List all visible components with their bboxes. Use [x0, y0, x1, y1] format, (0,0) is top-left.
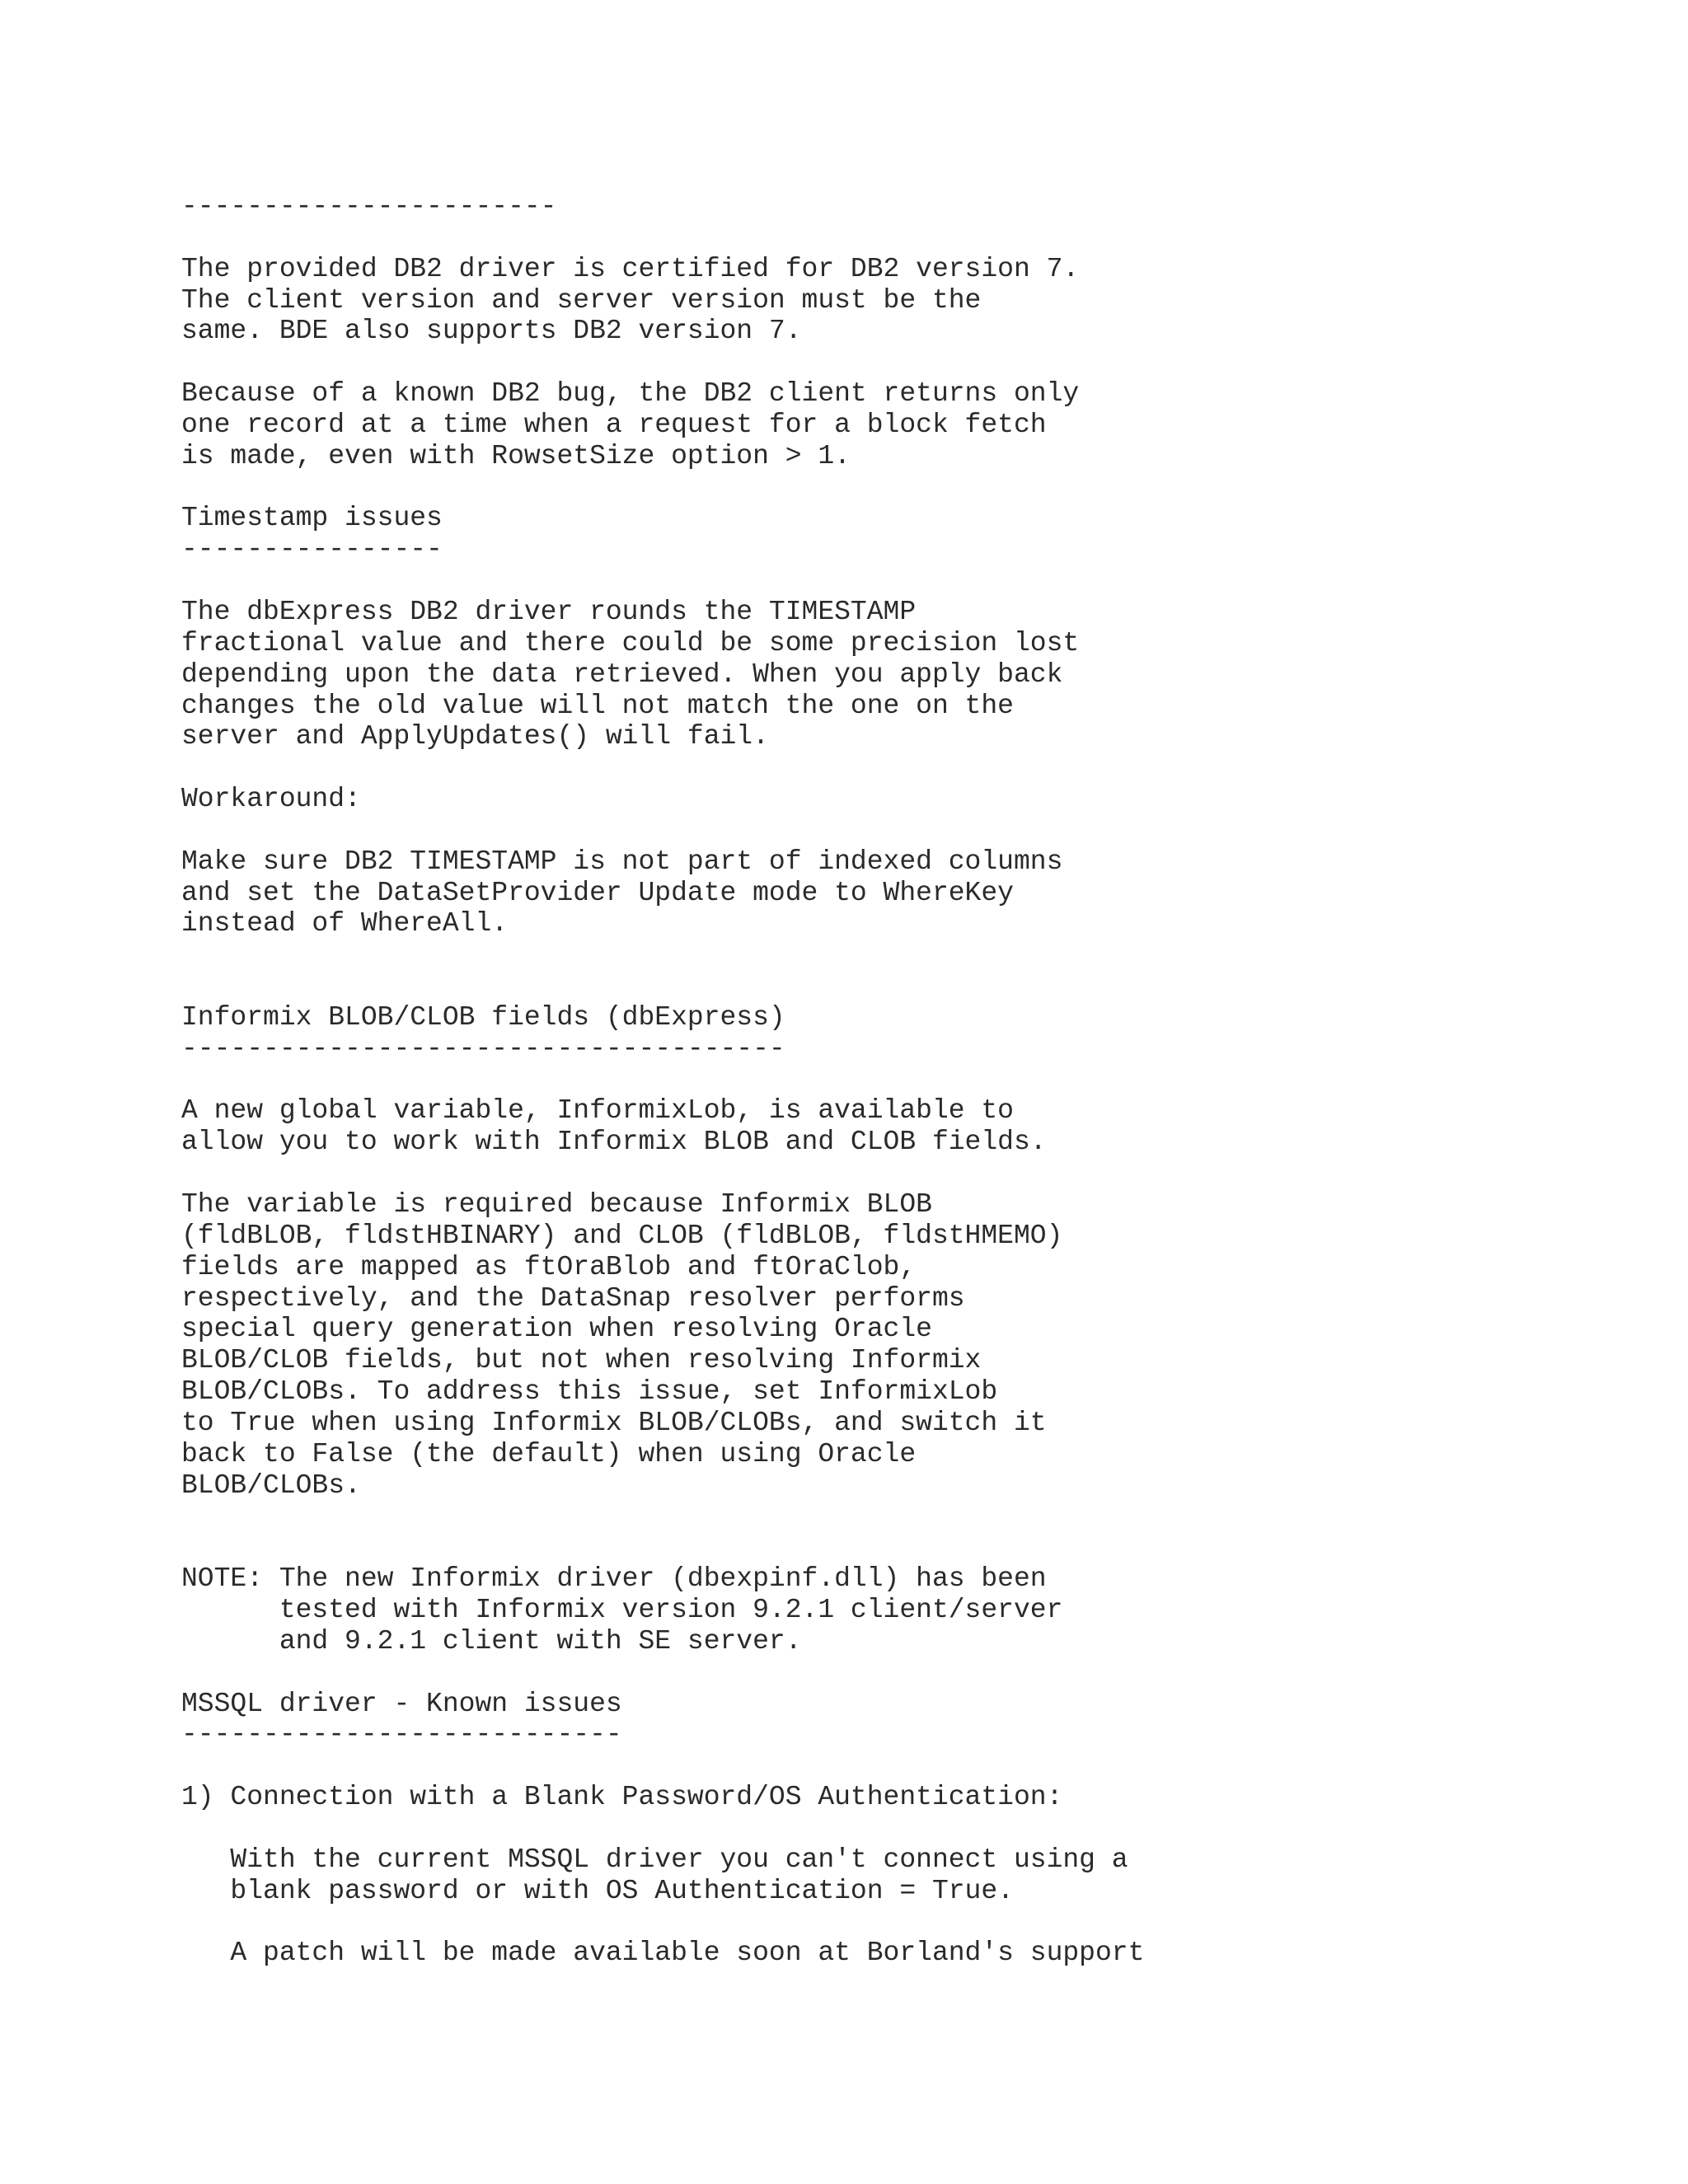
document-line: same. BDE also supports DB2 version 7.	[181, 316, 802, 347]
document-line: The dbExpress DB2 driver rounds the TIMESTAMP	[181, 596, 917, 627]
document-line: BLOB/CLOBs. To address this issue, set InformixLob	[181, 1376, 998, 1408]
document-line: Informix BLOB/CLOB fields (dbExpress)	[181, 1001, 785, 1033]
document-line: is made, even with RowsetSize option > 1.	[181, 440, 851, 471]
document-line	[181, 347, 1648, 378]
document-line: and set the DataSetProvider Update mode to WhereKey	[181, 877, 1014, 908]
document-line	[181, 1657, 1648, 1689]
document-line: Because of a known DB2 bug, the DB2 client returns only	[181, 378, 1080, 410]
document-line	[181, 971, 1648, 1002]
document-line	[181, 1906, 1648, 1938]
document-text	[181, 191, 1648, 1969]
document-line	[181, 565, 1648, 597]
document-line: special query generation when resolving Oracle	[181, 1314, 932, 1345]
document-line: A new global variable, InformixLob, is available to	[181, 1095, 1014, 1127]
document-line: BLOB/CLOBs.	[181, 1469, 361, 1501]
document-line: Workaround:	[181, 784, 361, 815]
document-line: to True when using Informix BLOB/CLOBs, and switch it	[181, 1407, 1047, 1438]
document-line	[181, 1750, 1648, 1782]
document-line: back to False (the default) when using Oracle	[181, 1438, 917, 1469]
document-line: Timestamp issues	[181, 503, 443, 534]
document-line	[181, 223, 1648, 254]
document-line: and 9.2.1 client with SE server.	[181, 1625, 802, 1657]
document-line: server and ApplyUpdates() will fail.	[181, 721, 769, 752]
document-line: BLOB/CLOB fields, but not when resolving Informix	[181, 1345, 982, 1376]
document-line	[181, 752, 1648, 784]
document-line: blank password or with OS Authentication = True.	[181, 1875, 1014, 1906]
document-line: instead of WhereAll.	[181, 908, 509, 940]
document-line	[181, 1158, 1648, 1189]
document-line	[181, 940, 1648, 971]
document-line	[181, 815, 1648, 846]
document-line: (fldBLOB, fldstHBINARY) and CLOB (fldBLOB, fldstHMEMO)	[181, 1220, 1063, 1251]
document-line: Make sure DB2 TIMESTAMP is not part of indexed columns	[181, 846, 1063, 877]
document-line: 1) Connection with a Blank Password/OS Authentication:	[181, 1782, 1063, 1813]
document-line	[181, 1501, 1648, 1532]
document-line	[181, 1813, 1648, 1844]
document-line: -------------------------------------	[181, 1033, 785, 1064]
document-line: -----------------------	[181, 191, 557, 222]
document-line: The provided DB2 driver is certified for DB2 version 7.	[181, 253, 1080, 284]
document-line: A patch will be made available soon at Borland's support	[181, 1938, 1145, 1969]
document-line: fields are mapped as ftOraBlob and ftOraClob,	[181, 1251, 917, 1282]
document-line: The variable is required because Informix BLOB	[181, 1189, 932, 1220]
document-line: NOTE: The new Informix driver (dbexpinf.dll) has been	[181, 1563, 1047, 1595]
document-line: depending upon the data retrieved. When you apply back	[181, 658, 1063, 690]
document-line	[181, 1532, 1648, 1563]
document-line: one record at a time when a request for a block fetch	[181, 409, 1047, 440]
document-line: respectively, and the DataSnap resolver performs	[181, 1282, 965, 1314]
document-line: ---------------------------	[181, 1719, 622, 1750]
document-line: fractional value and there could be some precision lost	[181, 627, 1080, 658]
document-line: The client version and server version must be the	[181, 284, 982, 316]
document-line	[181, 472, 1648, 504]
document-line: ----------------	[181, 534, 443, 565]
document-line	[181, 1065, 1648, 1096]
document-line: MSSQL driver - Known issues	[181, 1688, 622, 1719]
document-line: tested with Informix version 9.2.1 client/server	[181, 1594, 1063, 1625]
document-line: allow you to work with Informix BLOB and CLOB fields.	[181, 1127, 1047, 1158]
document-line: With the current MSSQL driver you can't connect using a	[181, 1844, 1128, 1875]
document-line: changes the old value will not match the one on the	[181, 690, 1014, 721]
